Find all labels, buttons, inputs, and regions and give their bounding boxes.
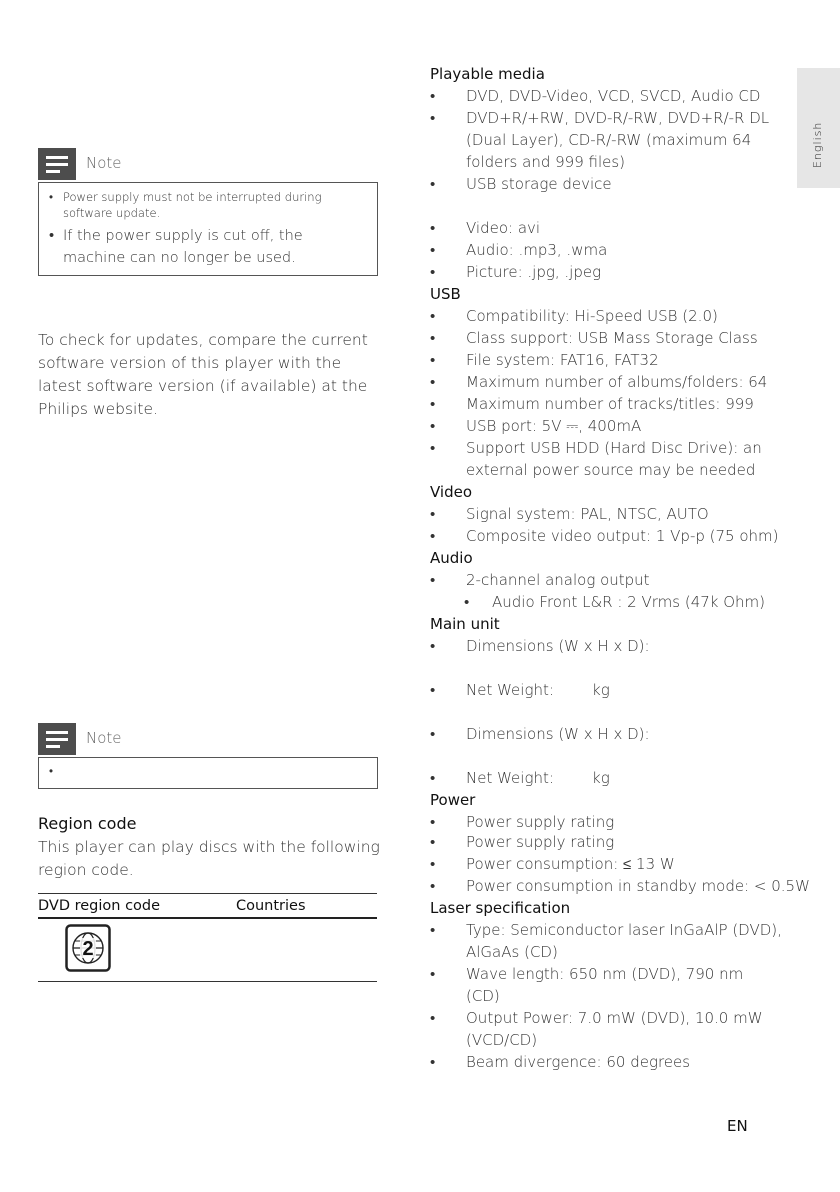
page-language: EN (727, 1117, 748, 1135)
spec-item: • Wave length: 650 nm (DVD), 790 nm (CD) (430, 963, 756, 1007)
spec-item: • USB storage device (430, 173, 810, 195)
col-countries: Countries (236, 898, 306, 914)
note-item: • If the power supply is cut off, the machine can no longer be used. (47, 225, 369, 269)
note-icon (38, 148, 76, 180)
col-region-code: DVD region code (38, 898, 161, 914)
region-code-number: 2 (82, 938, 94, 960)
section-title: Video (430, 483, 473, 501)
spec-item (430, 831, 810, 853)
note-title: Note (86, 154, 122, 172)
section-title: Playable media (430, 65, 545, 83)
spec-item: • Power supply rating (430, 811, 810, 833)
spec-item: • USB port: 5V ⎓, 400mA (430, 415, 810, 437)
section-title: Power (430, 791, 476, 809)
spec-item: • Maximum number of albums/folders: 64 (430, 371, 810, 393)
spec-item: • 2-channel analog output (430, 569, 810, 591)
spec-item: • Beam divergence: 60 degrees (430, 1051, 810, 1073)
section-title: Main unit (430, 615, 500, 633)
table-divider (38, 917, 377, 919)
section-title: Audio (430, 549, 473, 567)
section-title: USB (430, 285, 461, 303)
spec-item: • Composite video output: 1 Vp-p (75 ohm) (430, 525, 810, 547)
spec-item: • Net Weight: kg (430, 679, 810, 701)
spec-item: • Dimensions (W x H x D): (430, 723, 810, 745)
table-divider (38, 893, 377, 894)
spec-item-continuation: Power supply rating (466, 833, 615, 851)
spec-item: • Compatibility: Hi-Speed USB (2.0) (430, 305, 810, 327)
region-table-header (38, 898, 377, 916)
spec-item: • Signal system: PAL, NTSC, AUTO (430, 503, 810, 525)
spec-item: • Support USB HDD (Hard Disc Drive): an external power source may be needed (430, 437, 810, 481)
language-tab (797, 68, 840, 188)
spec-sub-item: • Audio Front L&R : 2 Vrms (47k Ohm) (430, 591, 810, 613)
spec-item: • Class support: USB Mass Storage Class (430, 327, 810, 349)
spec-item: • Picture: .jpg, .jpeg (430, 261, 810, 283)
spec-item: • Power consumption in standby mode: < 0.5W (430, 875, 810, 897)
region-2-globe-icon (65, 924, 111, 972)
region-text: This player can play discs with the following region code. (38, 838, 380, 879)
note-item: • Power supply must not be interrupted during software update. (47, 189, 369, 221)
spec-item: • Maximum number of tracks/titles: 999 (430, 393, 810, 415)
spec-item: • File system: FAT16, FAT32 (430, 349, 810, 371)
region-title: Region code (38, 814, 137, 833)
update-paragraph: To check for updates, compare the current software version of this player with the latest software version (if available) at the Philips website. (38, 331, 368, 418)
section-title: Laser specification (430, 899, 571, 917)
spec-item: • Net Weight: kg (430, 767, 810, 789)
spec-item: • Video: avi (430, 217, 810, 239)
spec-column (430, 63, 810, 1073)
spec-item: • DVD, DVD-Video, VCD, SVCD, Audio CD (430, 85, 810, 107)
spec-item: • Power consumption: ≤ 13 W (430, 853, 810, 875)
note-box-2 (38, 723, 378, 791)
language-label: English (811, 121, 824, 168)
table-divider (38, 981, 377, 982)
note-title: Note (86, 729, 122, 747)
spec-item: • Audio: .mp3, .wma (430, 239, 810, 261)
spec-item: • Type: Semiconductor laser InGaAlP (DVD), AlGaAs (CD) (430, 919, 810, 963)
spec-item: • Dimensions (W x H x D): (430, 635, 810, 657)
note-box-1 (38, 148, 378, 288)
spec-item: • DVD+R/+RW, DVD-R/-RW, DVD+R/-R DL (Dual Layer), CD-R/-RW (maximum 64 folders and 999 files) (430, 107, 774, 173)
note-icon (38, 723, 76, 755)
spec-item: • Output Power: 7.0 mW (DVD), 10.0 mW (VCD/CD) (430, 1007, 786, 1051)
